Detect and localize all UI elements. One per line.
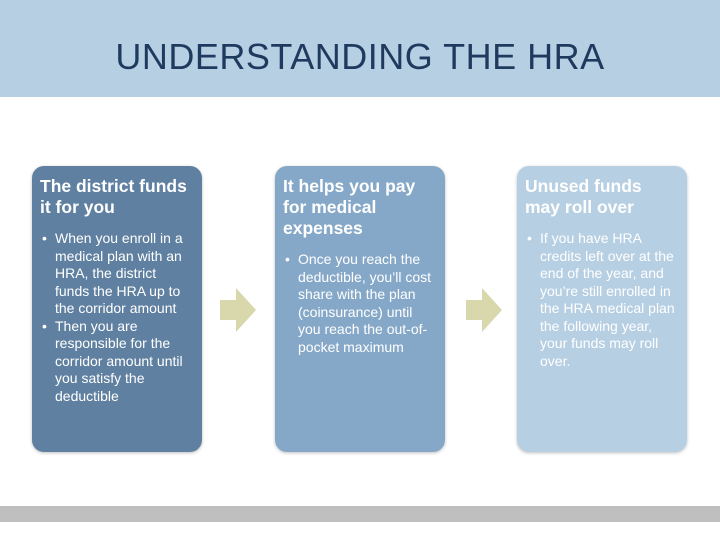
footer-band <box>0 506 720 522</box>
card-bullet: • Then you are responsible for the corridor amount until you satisfy the deductible <box>40 318 194 406</box>
right-arrow-icon <box>466 288 502 332</box>
card-bullet-list <box>40 230 194 405</box>
right-arrow-icon <box>220 288 256 332</box>
page-title: UNDERSTANDING THE HRA <box>115 36 605 77</box>
card-heading: The district funds it for you <box>40 176 187 217</box>
card-medical-expenses <box>275 166 445 452</box>
card-district-funds <box>32 166 202 452</box>
card-bullet: • If you have HRA credits left over at the end of the year, and you’re still enrolled in the HRA medical plan the following year, your funds may roll over. <box>525 230 679 370</box>
card-bullet-list <box>525 230 679 370</box>
card-bullet: • Once you reach the deductible, you’ll cost share with the plan (coinsurance) until you reach the out-of-pocket maximum <box>283 251 437 356</box>
card-bullet-list <box>283 251 437 356</box>
card-bullet: • When you enroll in a medical plan with an HRA, the district funds the HRA up to the corridor amount <box>40 230 194 318</box>
card-unused-funds <box>517 166 687 452</box>
card-heading: Unused funds may roll over <box>525 176 642 217</box>
card-heading: It helps you pay for medical expenses <box>283 176 416 238</box>
